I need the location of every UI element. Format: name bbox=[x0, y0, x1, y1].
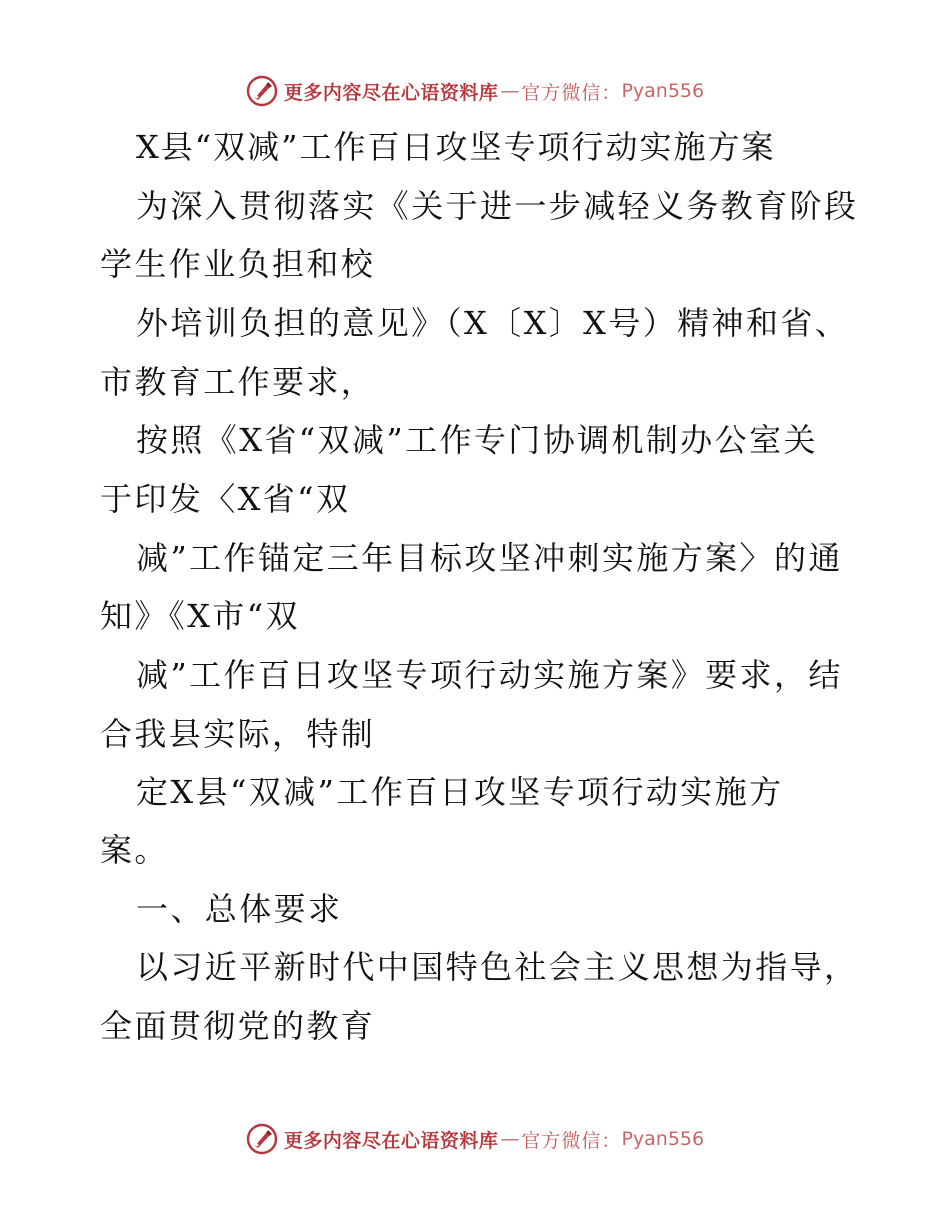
watermark-dash: — bbox=[500, 1128, 520, 1150]
watermark-main-text: 更多内容尽在心语资料库 bbox=[283, 1129, 499, 1152]
watermark-wechat-id: Pyan556 bbox=[621, 80, 705, 102]
body-line: 市教育工作要求， bbox=[100, 363, 376, 401]
body-line: 为深入贯彻落实《关于进一步减轻义务教育阶段 bbox=[136, 187, 859, 225]
watermark-main-text: 更多内容尽在心语资料库 bbox=[283, 81, 499, 104]
body-line: 于印发〈X省“双 bbox=[100, 480, 351, 518]
body-line: 合我县实际，特制 bbox=[100, 715, 376, 753]
body-line: 学生作业负担和校 bbox=[100, 245, 376, 283]
watermark-sub-text: 官方微信： bbox=[521, 81, 622, 104]
pen-logo-icon bbox=[246, 1123, 278, 1155]
body-line: 知》《X市“双 bbox=[100, 597, 300, 635]
body-line: 减”工作百日攻坚专项行动实施方案》要求，结 bbox=[136, 656, 843, 694]
footer-watermark bbox=[0, 1119, 950, 1159]
body-line: 以习近平新时代中国特色社会主义思想为指导， bbox=[136, 948, 859, 986]
section-heading: 一、总体要求 bbox=[136, 890, 343, 928]
watermark-dash: — bbox=[500, 80, 520, 102]
body-line: 外培训负担的意见》（X〔X〕X号）精神和省、 bbox=[136, 304, 850, 342]
watermark-wechat-id: Pyan556 bbox=[621, 1128, 705, 1150]
watermark-sub-text: 官方微信： bbox=[521, 1129, 622, 1152]
body-line: 定X县“双减”工作百日攻坚专项行动实施方 bbox=[136, 773, 784, 811]
body-line: 全面贯彻党的教育 bbox=[100, 1007, 376, 1045]
body-line: 按照《X省“双减”工作专门协调机制办公室关 bbox=[136, 421, 818, 459]
body-line: 减”工作锚定三年目标攻坚冲刺实施方案〉的通 bbox=[136, 539, 843, 577]
body-line: 案。 bbox=[100, 831, 169, 869]
document-title: X县“双减”工作百日攻坚专项行动实施方案 bbox=[136, 128, 776, 166]
